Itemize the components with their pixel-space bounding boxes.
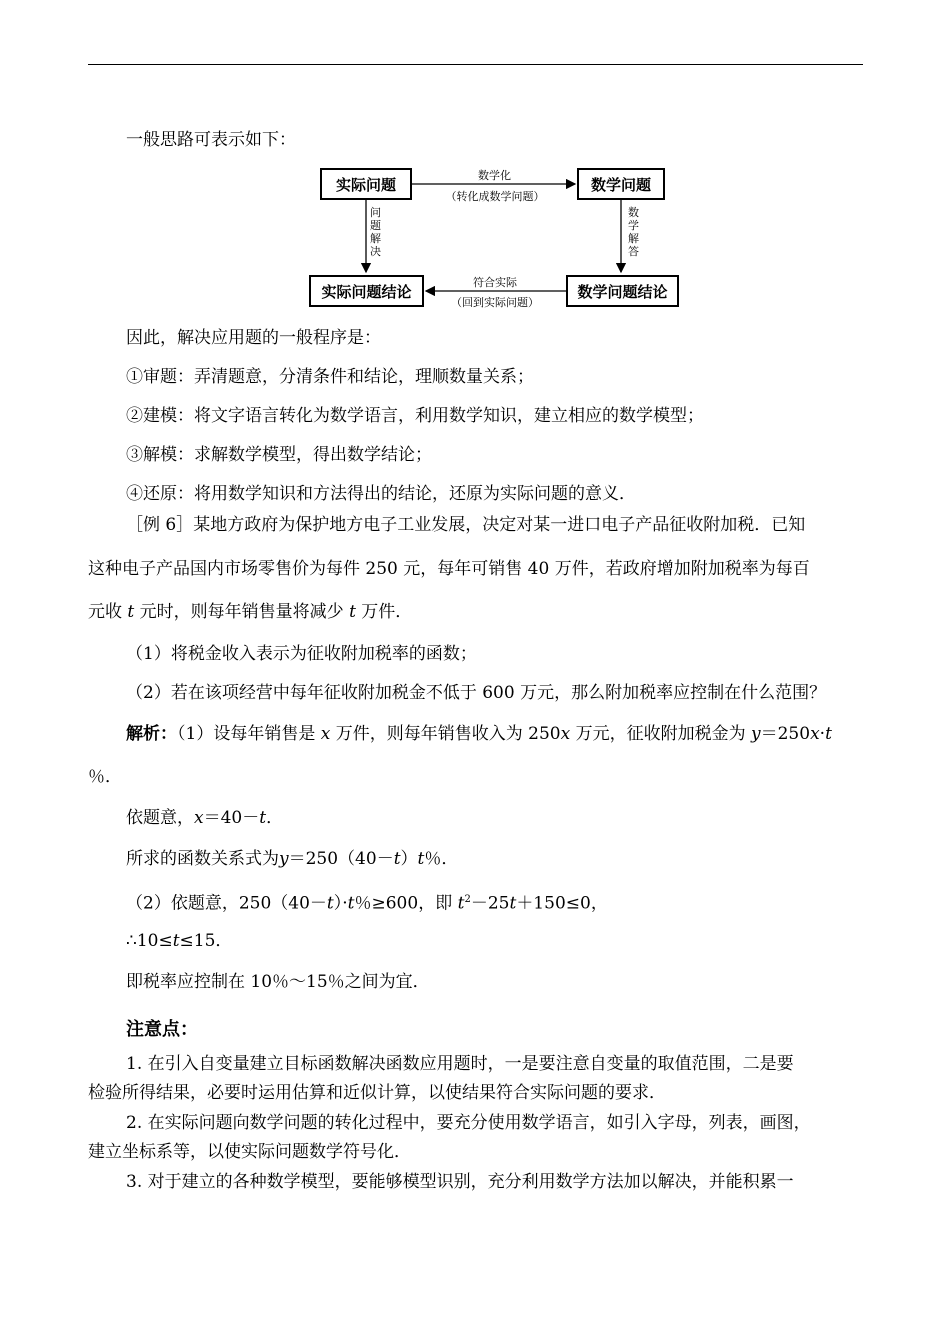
intro-text: 一般思路可表示如下： bbox=[126, 130, 296, 150]
step-1: ①审题：弄清题意，分清条件和结论，理顺数量关系； bbox=[126, 367, 534, 387]
box-math-problem: 数学问题 bbox=[577, 168, 665, 200]
solution-line-6: 即税率应控制在 10％～15％之间为宜． bbox=[126, 972, 430, 992]
example-line-3: 元收 t 元时，则每年销售量将减少 t 万件． bbox=[88, 602, 413, 622]
example-line-2: 这种电子产品国内市场零售价为每件 250 元，每年可销售 40 万件，若政府增加附加税率为每百 bbox=[88, 559, 810, 579]
step-3: ③解模：求解数学模型，得出数学结论； bbox=[126, 445, 432, 465]
label-practical-sub: （回到实际问题） bbox=[451, 296, 539, 309]
notes-heading: 注意点： bbox=[126, 1019, 198, 1040]
solution-line-5: ∴10≤t≤15． bbox=[126, 931, 233, 951]
solution-label: 解析： bbox=[126, 724, 177, 744]
box-math-conclusion: 数学问题结论 bbox=[566, 275, 679, 307]
box-real-problem: 实际问题 bbox=[320, 168, 412, 200]
solution-line-2: 依题意，x＝40－t． bbox=[126, 808, 284, 828]
note-2-line-2: 建立坐标系等，以使实际问题数学符号化． bbox=[88, 1142, 411, 1162]
example-line-1: ［例 6］某地方政府为保护地方电子工业发展，决定对某一进口电子产品征收附加税．已知 bbox=[126, 515, 806, 535]
label-math-answer: 数学解答 bbox=[628, 206, 639, 258]
question-1: （1）将税金收入表示为征收附加税率的函数； bbox=[126, 644, 477, 664]
program-intro: 因此，解决应用题的一般程序是： bbox=[126, 328, 381, 348]
note-3-line-1: 3. 对于建立的各种数学模型，要能够模型识别，充分利用数学方法加以解决，并能积累一 bbox=[126, 1172, 794, 1192]
note-1-line-1: 1. 在引入自变量建立目标函数解决函数应用题时，一是要注意自变量的取值范围，二是要 bbox=[126, 1054, 794, 1074]
label-mathematize: 数学化 bbox=[478, 169, 511, 182]
label-mathematize-sub: （转化成数学问题） bbox=[445, 190, 545, 203]
note-1-line-2: 检验所得结果，必要时运用估算和近似计算，以使结果符合实际问题的要求． bbox=[88, 1083, 666, 1103]
solution-line-3: 所求的函数关系式为y＝250（40－t）t％． bbox=[126, 849, 459, 869]
box-real-conclusion: 实际问题结论 bbox=[309, 275, 424, 307]
solution-line-1: 解析：（1）设每年销售是 x 万件，则每年销售收入为 250x 万元，征收附加税金为 y＝250x·t bbox=[126, 724, 832, 744]
question-2: （2）若在该项经营中每年征收附加税金不低于 600 万元，那么附加税率应控制在什么范围？ bbox=[126, 683, 827, 703]
note-2-line-1: 2. 在实际问题向数学问题的转化过程中，要充分使用数学语言，如引入字母，列表，画图， bbox=[126, 1113, 811, 1133]
solution-line-4: （2）依题意，250（40－t）·t％≥600，即 $t^2-25t+150\le 0$， bbox=[126, 893, 608, 914]
label-practical: 符合实际 bbox=[473, 276, 517, 289]
label-problem-solve: 问题解决 bbox=[370, 206, 381, 258]
step-4: ④还原：将用数学知识和方法得出的结论，还原为实际问题的意义． bbox=[126, 484, 636, 504]
solution-line-1-cont: ％． bbox=[88, 767, 122, 787]
step-2: ②建模：将文字语言转化为数学语言，利用数学知识，建立相应的数学模型； bbox=[126, 406, 704, 426]
